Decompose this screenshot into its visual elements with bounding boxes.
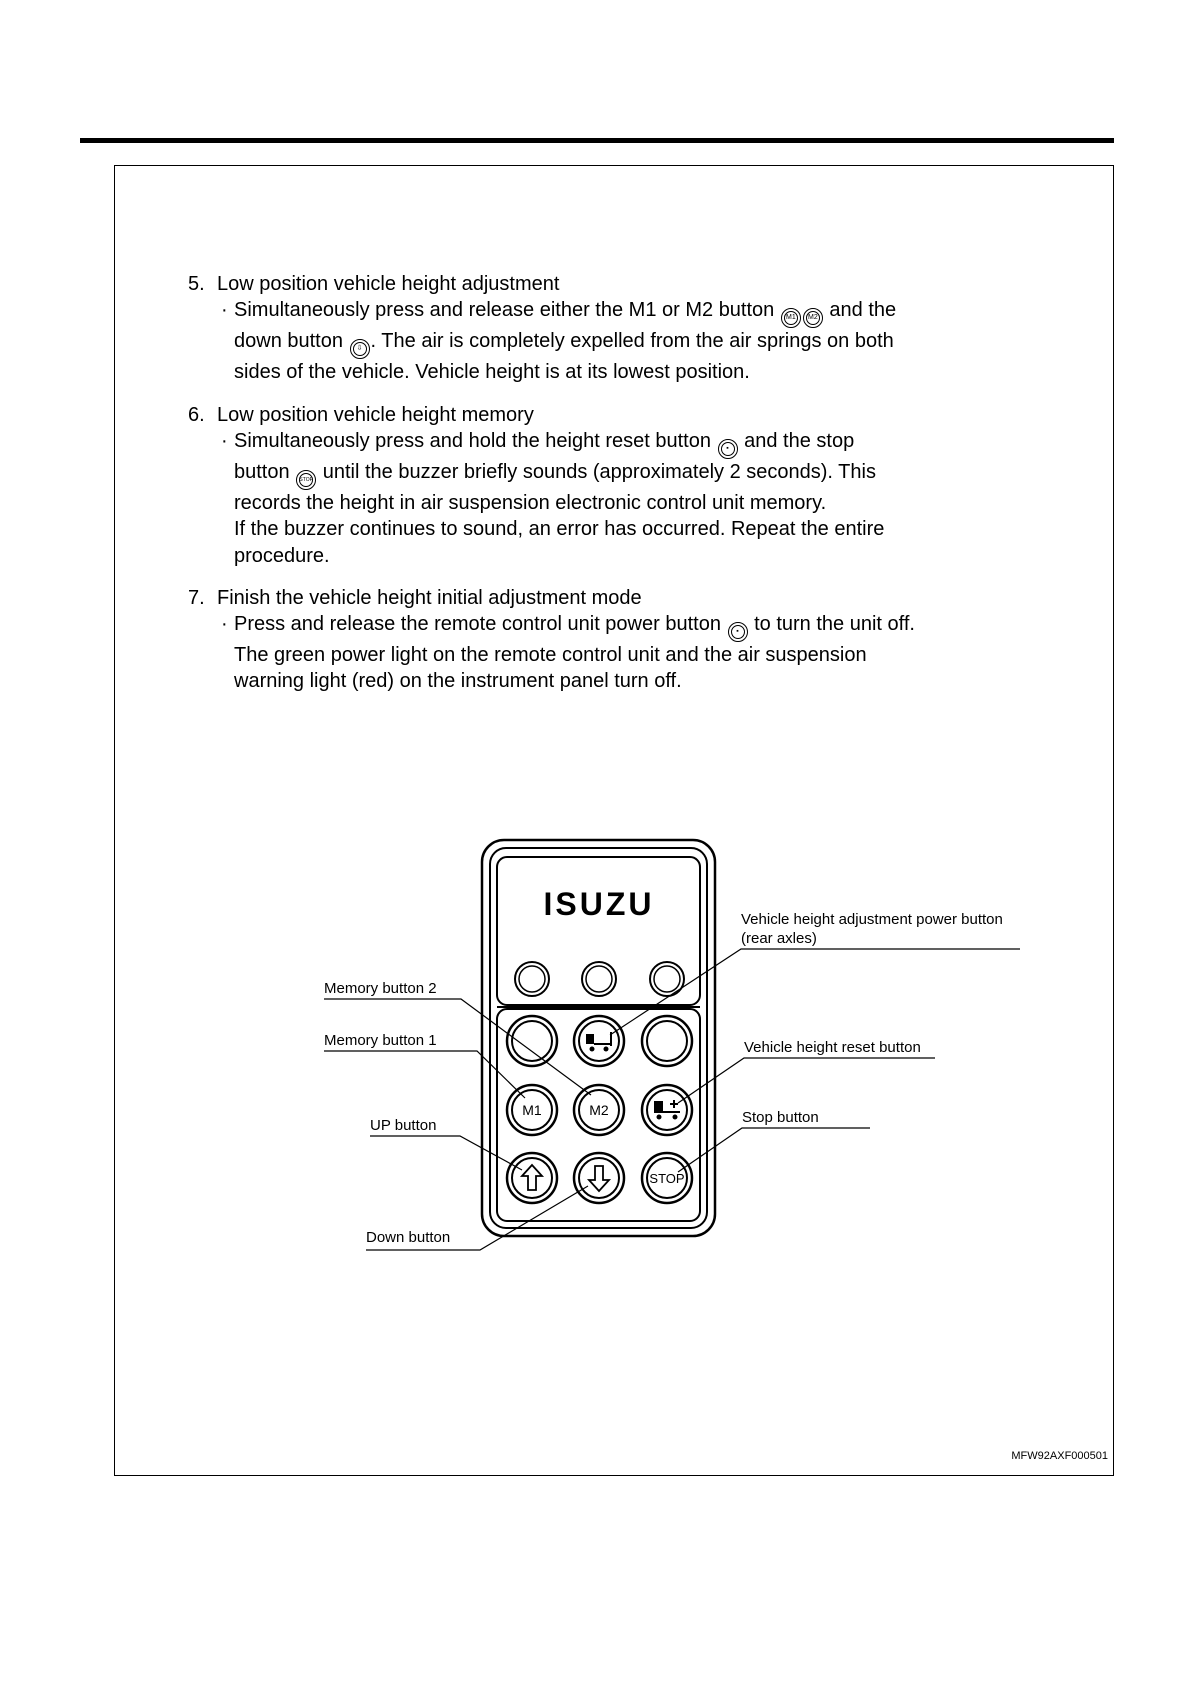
stop-button[interactable] bbox=[642, 1153, 692, 1203]
step-number: 5. bbox=[188, 273, 205, 295]
svg-text:UP button: UP button bbox=[370, 1117, 437, 1134]
svg-text:Vehicle height reset button: Vehicle height reset button bbox=[744, 1039, 921, 1056]
step-title-text: Finish the vehicle height initial adjustment mode bbox=[217, 587, 642, 609]
down-button[interactable] bbox=[574, 1153, 624, 1203]
step-title-text: Low position vehicle height memory bbox=[217, 404, 534, 426]
stop-button-icon: STOP bbox=[296, 470, 316, 490]
callout-height-reset-button bbox=[678, 1039, 935, 1103]
text: and the bbox=[829, 299, 897, 321]
callout-down-button bbox=[366, 1186, 588, 1250]
memory-button-1[interactable] bbox=[507, 1085, 557, 1135]
up-button[interactable] bbox=[507, 1153, 557, 1203]
power-button-icon: ▪ bbox=[728, 622, 748, 642]
step-number: 7. bbox=[188, 587, 205, 609]
power-button-rear-axles[interactable] bbox=[574, 1016, 624, 1066]
text: to turn the unit off. bbox=[754, 613, 915, 635]
text: down button bbox=[234, 330, 343, 352]
callout-memory-button-1 bbox=[324, 1032, 525, 1098]
memory-button-2[interactable] bbox=[574, 1085, 624, 1135]
text: and the stop bbox=[744, 430, 855, 452]
text: until the buzzer briefly sounds (approximately 2 seconds). This bbox=[322, 461, 876, 483]
svg-text:Vehicle height adjustment powe: Vehicle height adjustment power button bbox=[741, 911, 1003, 928]
text: records the height in air suspension electronic control unit memory. bbox=[234, 492, 827, 514]
svg-text:Down button: Down button bbox=[366, 1229, 451, 1246]
text: The green power light on the remote control unit and the air suspension bbox=[234, 644, 867, 666]
text: button bbox=[234, 461, 290, 483]
step-number: 6. bbox=[188, 404, 205, 426]
blank-button-right[interactable] bbox=[642, 1016, 692, 1066]
svg-text:Stop button: Stop button bbox=[742, 1109, 819, 1126]
height-reset-button[interactable] bbox=[642, 1085, 692, 1135]
text: Simultaneously press and hold the height reset button bbox=[234, 430, 711, 452]
callout-up-button bbox=[370, 1117, 522, 1170]
svg-text:Memory button 2: Memory button 2 bbox=[324, 980, 437, 997]
bullet: · bbox=[221, 299, 228, 321]
m2-button-icon: M2 bbox=[803, 308, 823, 328]
height-reset-button-icon: ▪ bbox=[718, 439, 738, 459]
text: If the buzzer continues to sound, an error has occurred. Repeat the entire bbox=[234, 518, 885, 541]
brand-logo: ISUZU bbox=[543, 886, 655, 922]
indicator-light-2 bbox=[582, 962, 616, 996]
blank-button-left[interactable] bbox=[507, 1016, 557, 1066]
text: Simultaneously press and release either the M1 or M2 button bbox=[234, 299, 775, 321]
down-button-icon: ⇩ bbox=[350, 339, 370, 359]
text: sides of the vehicle. Vehicle height is at its lowest position. bbox=[234, 361, 750, 383]
m1-label: M1 bbox=[522, 1102, 542, 1118]
text: . The air is completely expelled from the air springs on both bbox=[370, 330, 894, 352]
indicator-light-1 bbox=[515, 962, 549, 996]
svg-text:Memory button 1: Memory button 1 bbox=[324, 1032, 437, 1049]
indicator-light-3 bbox=[650, 962, 684, 996]
m2-label: M2 bbox=[589, 1102, 609, 1118]
bullet: · bbox=[221, 613, 228, 635]
text: warning light (red) on the instrument panel turn off. bbox=[234, 670, 682, 693]
m1-button-icon: M1 bbox=[781, 308, 801, 328]
bullet: · bbox=[221, 430, 228, 452]
step-title-text: Low position vehicle height adjustment bbox=[217, 273, 560, 295]
svg-text:(rear axles): (rear axles) bbox=[741, 930, 817, 947]
remote-top-panel bbox=[497, 857, 700, 1005]
stop-label: STOP bbox=[649, 1171, 685, 1186]
text: Press and release the remote control unit power button bbox=[234, 613, 721, 635]
figure-id: MFW92AXF000501 bbox=[1011, 1450, 1108, 1462]
text: procedure. bbox=[234, 544, 330, 567]
